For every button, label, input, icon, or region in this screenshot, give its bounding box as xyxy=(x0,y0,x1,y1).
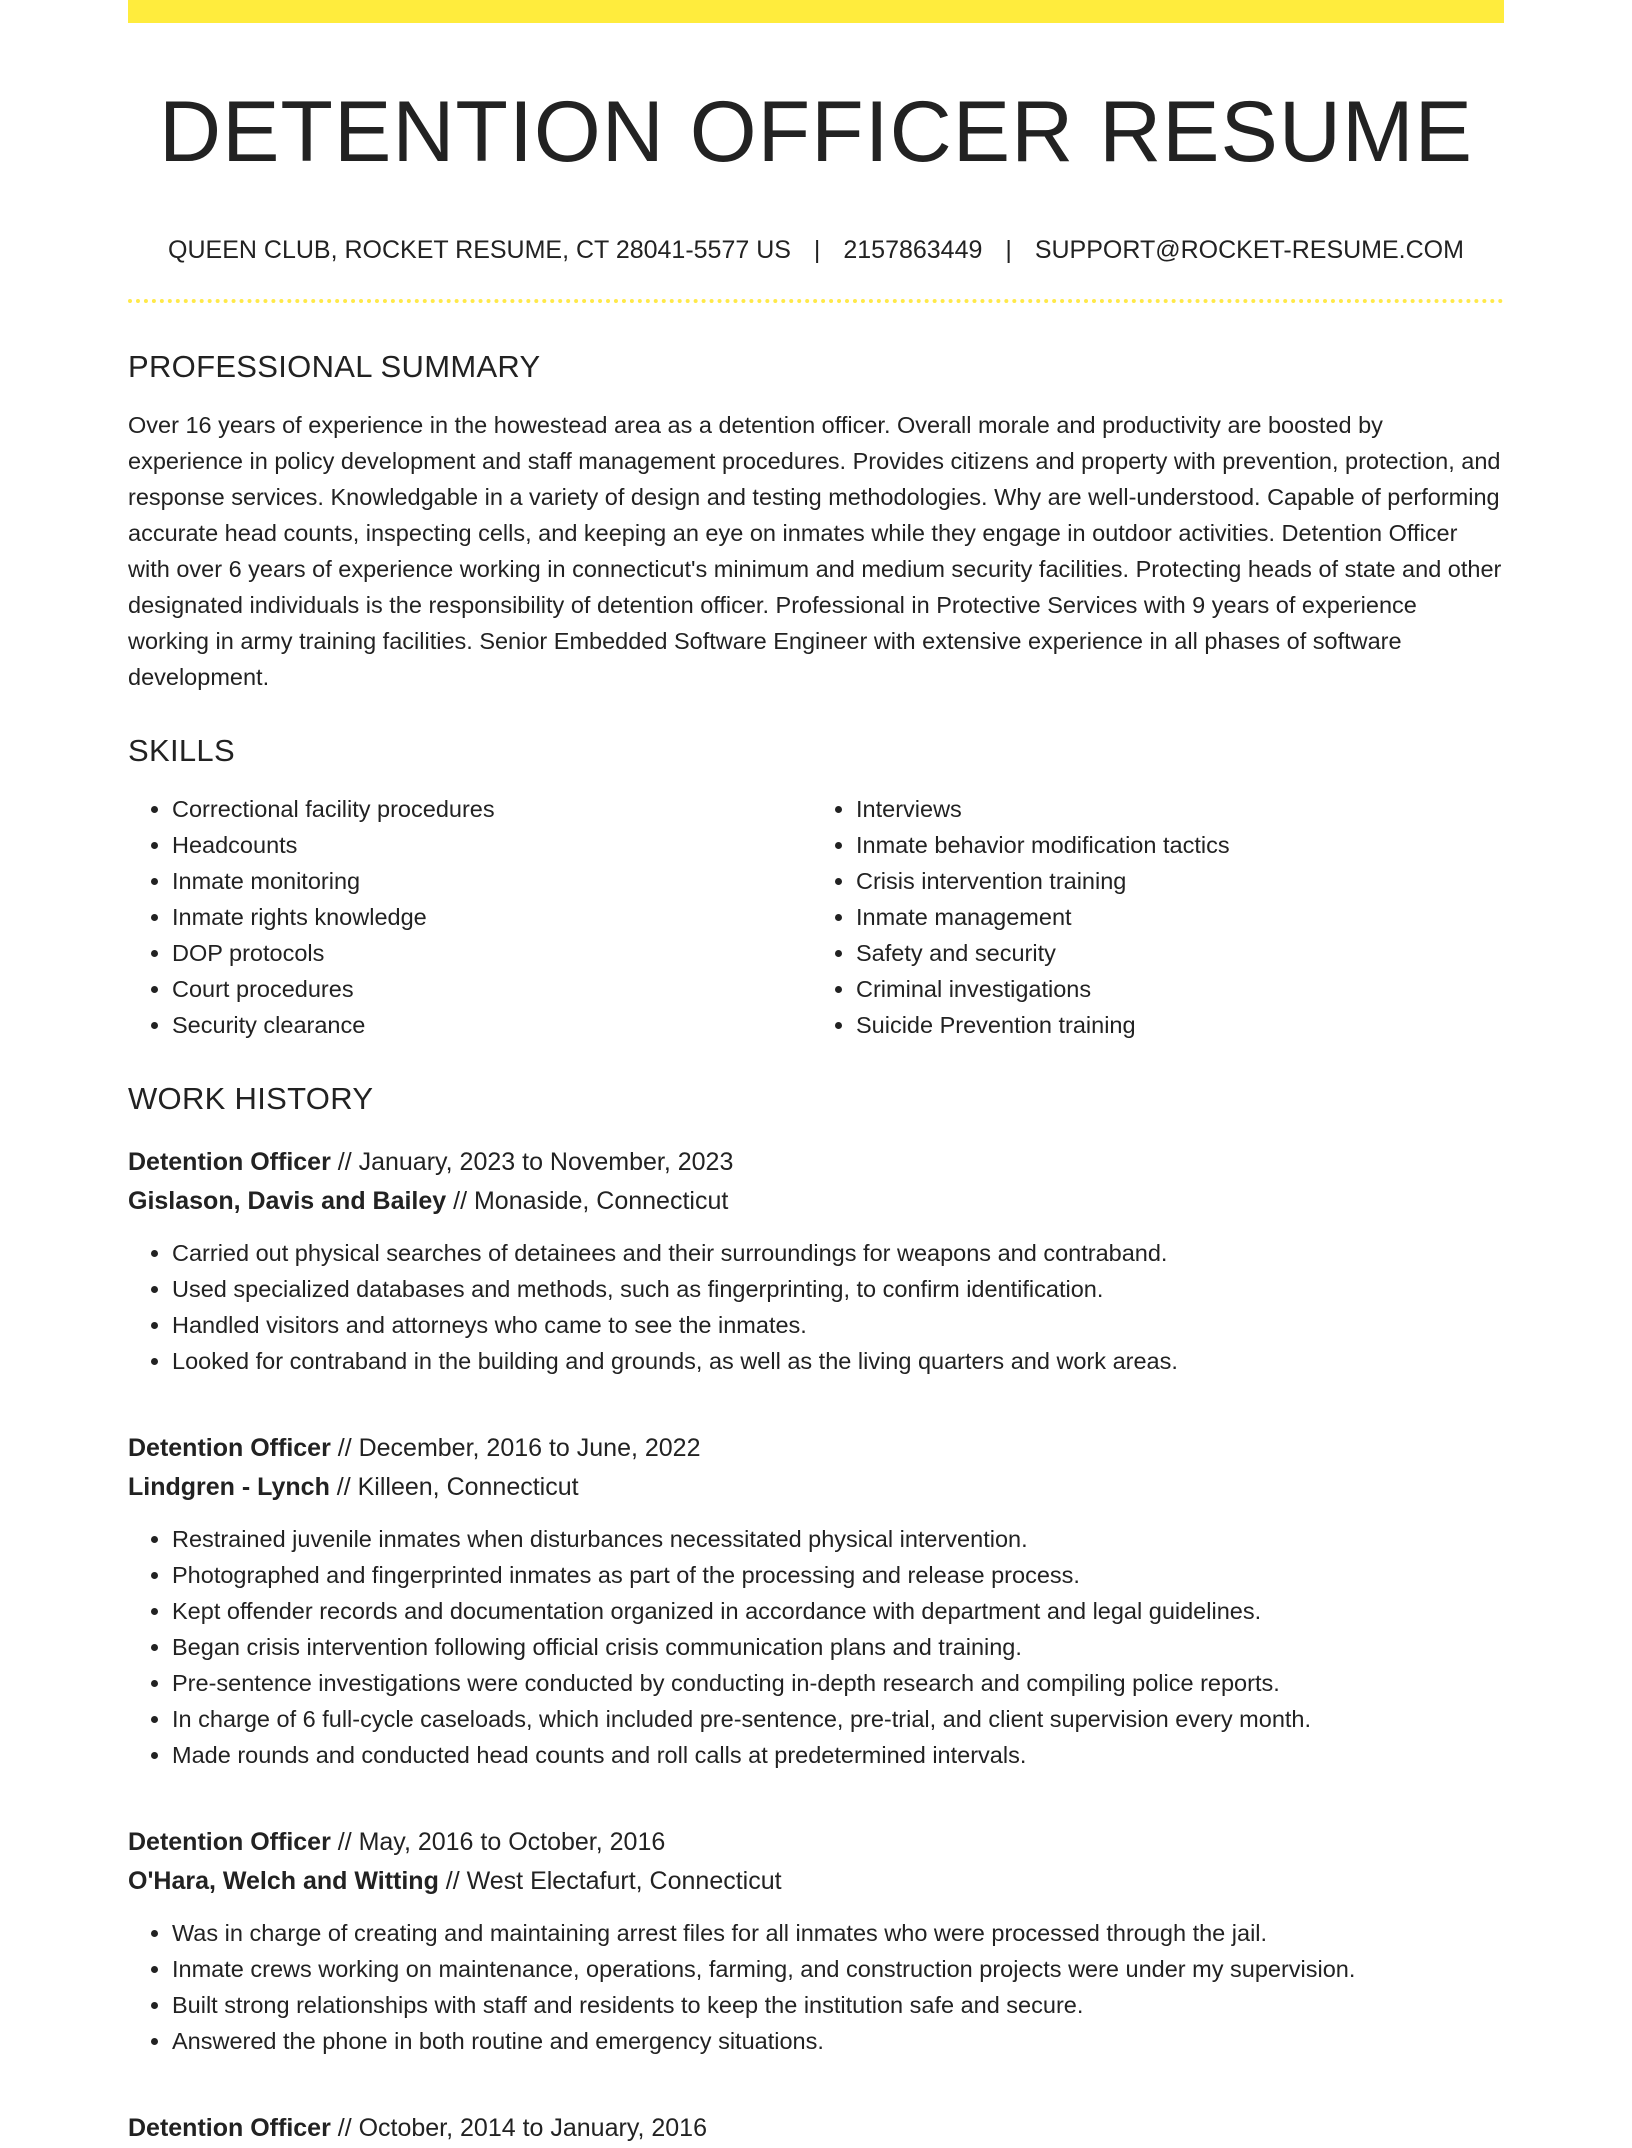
email: SUPPORT@ROCKET-RESUME.COM xyxy=(1034,235,1464,264)
job-bullet: • Answered the phone in both routine and emergency situations. xyxy=(172,2023,1504,2059)
job-role: Detention Officer xyxy=(128,1433,331,1462)
job-location: // West Electafurt, Connecticut xyxy=(438,1866,782,1895)
job-bullet: • Handled visitors and attorneys who came to see the inmates. xyxy=(172,1307,1504,1343)
skill-item: • Interviews xyxy=(856,791,1496,827)
skill-item: • Inmate management xyxy=(856,899,1496,935)
job-title-line xyxy=(128,2109,1504,2148)
contact-separator: | xyxy=(1005,235,1012,264)
job-bullet: • Restrained juvenile inmates when disturbances necessitated physical intervention. xyxy=(172,1521,1504,1557)
job-bullet: • Photographed and fingerprinted inmates as part of the processing and release process. xyxy=(172,1557,1504,1593)
skill-item: • Headcounts xyxy=(172,827,812,863)
skill-item: • Inmate behavior modification tactics xyxy=(856,827,1496,863)
skills-list xyxy=(128,791,1504,1043)
skill-item: • Inmate rights knowledge xyxy=(172,899,812,935)
skill-item: • Court procedures xyxy=(172,971,812,1007)
job-company: Lindgren - Lynch xyxy=(128,1472,330,1501)
job-bullets xyxy=(128,1915,1504,2059)
job-bullet: • Used specialized databases and methods, such as fingerprinting, to confirm identification. xyxy=(172,1271,1504,1307)
phone: 2157863449 xyxy=(843,235,983,264)
job-company: O'Hara, Welch and Witting xyxy=(128,1866,439,1895)
skill-item: • Suicide Prevention training xyxy=(856,1007,1496,1043)
job-bullet: • Pre-sentence investigations were conducted by conducting in-depth research and compiling police reports. xyxy=(172,1665,1504,1701)
job-company-line xyxy=(128,1182,1504,1221)
job-role: Detention Officer xyxy=(128,2113,331,2142)
skill-item: • Crisis intervention training xyxy=(856,863,1496,899)
contact-line xyxy=(128,236,1504,265)
job-role: Detention Officer xyxy=(128,1147,331,1176)
skill-item: • Inmate monitoring xyxy=(172,863,812,899)
resume-page xyxy=(128,0,1504,2148)
job-bullet: • Built strong relationships with staff and residents to keep the institution safe and secure. xyxy=(172,1987,1504,2023)
work-history-heading: WORK HISTORY xyxy=(128,1080,374,1116)
job-role: Detention Officer xyxy=(128,1827,331,1856)
skills-column-right xyxy=(812,791,1496,1043)
job-bullet: • In charge of 6 full-cycle caseloads, which included pre-sentence, pre-trial, and client supervision every month. xyxy=(172,1701,1504,1737)
job-bullet: • Kept offender records and documentation organized in accordance with department and legal guidelines. xyxy=(172,1593,1504,1629)
job-company-line xyxy=(128,1468,1504,1507)
skills-column-left xyxy=(128,791,812,1043)
accent-bar xyxy=(128,0,1504,23)
job-location: // Killeen, Connecticut xyxy=(329,1472,579,1501)
job-company: Gislason, Davis and Bailey xyxy=(128,1186,447,1215)
skill-item: • Correctional facility procedures xyxy=(172,791,812,827)
job-bullet: • Inmate crews working on maintenance, operations, farming, and construction projects were under my supervision. xyxy=(172,1951,1504,1987)
job-dates: // May, 2016 to October, 2016 xyxy=(330,1827,666,1856)
job-bullet: • Looked for contraband in the building and grounds, as well as the living quarters and work areas. xyxy=(172,1343,1504,1379)
job-dates: // January, 2023 to November, 2023 xyxy=(330,1147,734,1176)
job-title-line xyxy=(128,1823,1504,1862)
job-company-line xyxy=(128,1862,1504,1901)
summary-heading: PROFESSIONAL SUMMARY xyxy=(128,348,541,384)
job-dates: // December, 2016 to June, 2022 xyxy=(330,1433,701,1462)
job-bullets xyxy=(128,1235,1504,1379)
summary-text: Over 16 years of experience in the howestead area as a detention officer. Overall morale and productivity are boosted by experience in policy development and staff management procedures. Provides citizens and property with prevention, protection, and response services. Knowledgable in a variety of design and testing methodologies. Why are well-understood. Capable of performing accurate head counts, inspecting cells, and keeping an eye on inmates while they engage in outdoor activities. Detention Officer with over 6 years of experience working in connecticut's minimum and medium security facilities. Protecting heads of state and other designated individuals is the responsibility of detention officer. Professional in Protective Services with 9 years of experience working in army training facilities. Senior Embedded Software Engineer with extensive experience in all phases of software development. xyxy=(128,411,1502,690)
contact-separator: | xyxy=(813,235,821,264)
skill-item: • DOP protocols xyxy=(172,935,812,971)
skill-item: • Criminal investigations xyxy=(856,971,1496,1007)
job-dates: // October, 2014 to January, 2016 xyxy=(330,2113,707,2142)
job-bullet: • Began crisis intervention following official crisis communication plans and training. xyxy=(172,1629,1504,1665)
skill-item: • Safety and security xyxy=(856,935,1496,971)
job-bullets xyxy=(128,1521,1504,1773)
skills-heading: SKILLS xyxy=(128,732,235,768)
skill-item: • Security clearance xyxy=(172,1007,812,1043)
job-entry xyxy=(128,2109,1504,2148)
job-entry xyxy=(128,1429,1504,1773)
address: QUEEN CLUB, ROCKET RESUME, CT 28041-5577 US xyxy=(168,235,791,264)
job-location: // Monaside, Connecticut xyxy=(446,1186,729,1215)
job-bullet: • Was in charge of creating and maintaining arrest files for all inmates who were processed through the jail. xyxy=(172,1915,1504,1951)
resume-title: DETENTION OFFICER RESUME xyxy=(158,84,1474,180)
job-entry xyxy=(128,1823,1504,2059)
job-entry xyxy=(128,1143,1504,1379)
divider xyxy=(128,299,1504,303)
job-bullet: • Carried out physical searches of detainees and their surroundings for weapons and contraband. xyxy=(172,1235,1504,1271)
job-bullet: • Made rounds and conducted head counts and roll calls at predetermined intervals. xyxy=(172,1737,1504,1773)
job-title-line xyxy=(128,1143,1504,1182)
job-title-line xyxy=(128,1429,1504,1468)
